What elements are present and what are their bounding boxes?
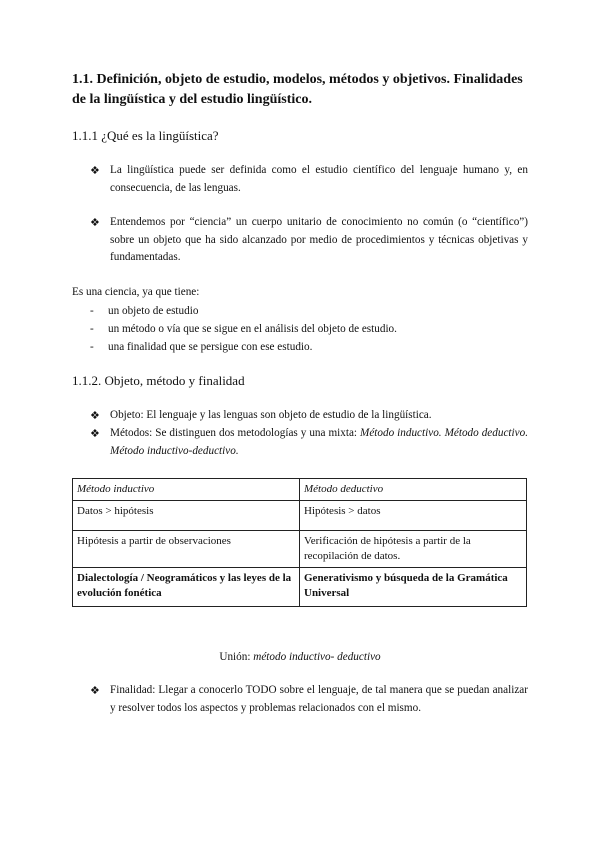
dash-marker: - bbox=[90, 341, 94, 353]
bullet-text-italic: Método inductivo. Método deductivo. Método inductivo-deductivo. bbox=[110, 427, 528, 457]
bullet-diamond-icon: ❖ bbox=[90, 427, 100, 440]
table-cell: Hipótesis > datos bbox=[300, 501, 527, 531]
table-header-row bbox=[73, 479, 527, 501]
dash-marker: - bbox=[90, 323, 94, 335]
table-cell: Hipótesis a partir de observaciones bbox=[73, 531, 300, 568]
bullet-diamond-icon: ❖ bbox=[90, 409, 100, 422]
union-prefix: Unión: bbox=[219, 651, 254, 663]
table-row bbox=[73, 531, 527, 568]
bullet-objeto bbox=[90, 407, 528, 425]
dash-item-text: un método o vía que se sigue en el análisis del objeto de estudio. bbox=[108, 323, 397, 335]
table-row bbox=[73, 568, 527, 607]
bullet-text: Métodos: Se distinguen dos metodologías y una mixta: bbox=[110, 427, 361, 439]
bullet-ciencia bbox=[90, 214, 528, 267]
union-italic: método inductivo- deductivo bbox=[253, 651, 381, 663]
dash-marker: - bbox=[90, 305, 94, 317]
table-cell: Datos > hipótesis bbox=[73, 501, 300, 531]
dash-item bbox=[90, 302, 198, 320]
bullet-diamond-icon: ❖ bbox=[90, 684, 100, 697]
dash-item-text: un objeto de estudio bbox=[108, 305, 199, 317]
table-cell: Generativismo y búsqueda de la Gramática Universal bbox=[300, 568, 527, 607]
ciencia-intro: Es una ciencia, ya que tiene: bbox=[72, 286, 200, 298]
dash-item-text: una finalidad que se persigue con ese estudio. bbox=[108, 341, 313, 353]
union-line bbox=[72, 649, 528, 666]
bullet-definicion bbox=[90, 162, 528, 197]
table-header-cell: Método deductivo bbox=[300, 479, 527, 501]
section-heading-1-1-2: 1.1.2. Objeto, método y finalidad bbox=[72, 373, 245, 388]
bullet-text: La lingüística puede ser definida como el estudio científico del lenguaje humano y, en consecuencia, de las lenguas. bbox=[110, 164, 528, 194]
bullet-diamond-icon: ❖ bbox=[90, 216, 100, 229]
bullet-text: Objeto: El lenguaje y las lenguas son objeto de estudio de la lingüística. bbox=[110, 409, 432, 421]
bullet-diamond-icon: ❖ bbox=[90, 164, 100, 177]
main-heading: 1.1. Definición, objeto de estudio, modelos, métodos y objetivos. Finalidades de la lingüística y del estudio lingüístico. bbox=[72, 72, 523, 107]
bullet-text: Entendemos por “ciencia” un cuerpo unitario de conocimiento no común (o “científico”) sobre un objeto que ha sido alcanzado por medio de procedimientos y técnicas objetivas y fundamentadas. bbox=[110, 216, 528, 263]
table-header-cell: Método inductivo bbox=[73, 479, 300, 501]
table-cell: Verificación de hipótesis a partir de la recopilación de datos. bbox=[300, 531, 527, 568]
bullet-finalidad bbox=[90, 682, 528, 717]
dash-item bbox=[90, 320, 397, 338]
table-cell: Dialectología / Neogramáticos y las leyes de la evolución fonética bbox=[73, 568, 300, 607]
table-row bbox=[73, 501, 527, 531]
methods-table bbox=[72, 478, 527, 607]
bullet-text: Finalidad: Llegar a conocerlo TODO sobre el lenguaje, de tal manera que se puedan analizar y resolver todos los aspectos y problemas relacionados con el mismo. bbox=[110, 684, 528, 714]
bullet-metodos bbox=[90, 425, 528, 460]
dash-item bbox=[90, 338, 312, 356]
section-heading-1-1-1: 1.1.1 ¿Qué es la lingüística? bbox=[72, 128, 219, 143]
